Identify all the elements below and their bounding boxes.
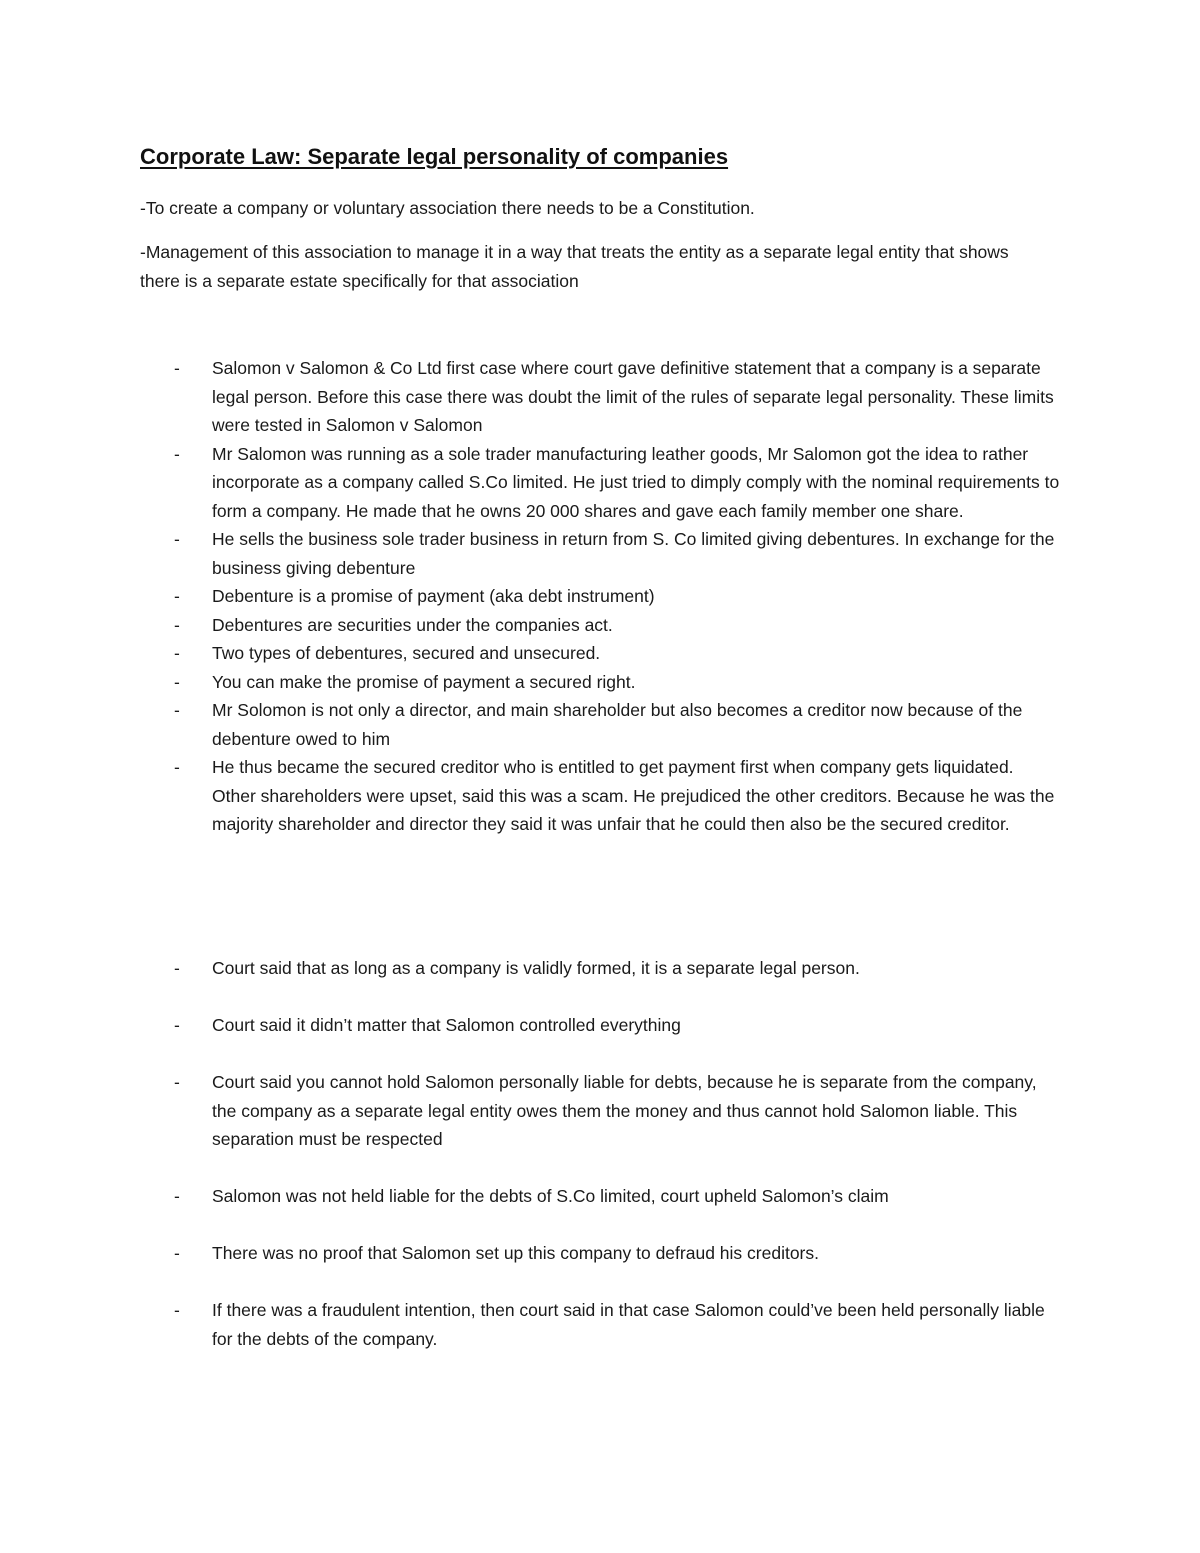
list-item-text: There was no proof that Salomon set up this company to defraud his creditors. <box>212 1243 819 1263</box>
list-item <box>0 582 1062 611</box>
facts-bullet-list <box>0 354 1200 839</box>
list-item-text: Salomon was not held liable for the debts of S.Co limited, court upheld Salomon’s claim <box>212 1186 889 1206</box>
bullet-dash: - <box>174 1243 180 1263</box>
list-item <box>0 1068 1062 1154</box>
list-item <box>0 611 1062 640</box>
bullet-dash: - <box>174 358 180 378</box>
list-item-text: Two types of debentures, secured and unsecured. <box>212 643 601 663</box>
list-item <box>0 525 1062 582</box>
list-item <box>0 753 1062 839</box>
bullet-dash: - <box>174 1186 180 1206</box>
bullet-dash: - <box>174 443 180 464</box>
list-item <box>0 1011 1062 1040</box>
list-item-text: Court said you cannot hold Salomon personally liable for debts, because he is separate from the company, the company as a separate legal entity owes them the money and thus cannot hold Salomon liable. This separation must be respected <box>212 1072 1037 1149</box>
bullet-dash: - <box>174 1072 180 1092</box>
list-item-text: You can make the promise of payment a secured right. <box>212 671 636 692</box>
bullet-dash: - <box>174 529 180 549</box>
bullet-dash: - <box>174 700 180 720</box>
list-item <box>0 696 1062 753</box>
list-item <box>0 1296 1062 1353</box>
bullet-dash: - <box>174 643 180 663</box>
bullet-dash: - <box>174 958 180 978</box>
list-item-text: Mr Solomon is not only a director, and main shareholder but also becomes a creditor now because of the debenture owed to him <box>212 700 1023 749</box>
list-item-text: Court said that as long as a company is validly formed, it is a separate legal person. <box>212 958 860 978</box>
document-title: Corporate Law: Separate legal personality of companies <box>140 144 729 169</box>
bullet-dash: - <box>174 671 180 692</box>
bullet-dash: - <box>174 586 180 606</box>
list-item-text: He sells the business sole trader business in return from S. Co limited giving debentures. In exchange for the business giving debenture <box>212 529 1055 578</box>
bullet-dash: - <box>174 1015 180 1035</box>
list-item-text: Salomon v Salomon & Co Ltd first case where court gave definitive statement that a company is a separate legal person. Before this case there was doubt the limit of the rules of separate legal personality. These limits were tested in Salomon v Salomon <box>212 358 1054 435</box>
list-item-text: Debentures are securities under the companies act. <box>212 614 613 635</box>
court-findings-bullet-list <box>0 954 1200 1382</box>
list-item-text: Mr Salomon was running as a sole trader manufacturing leather goods, Mr Salomon got the idea to rather incorporate as a company called S.Co limited. He just tried to dimply comply with the nominal requirements to form a company. He made that he owns 20 000 shares and gave each family member one share. <box>212 443 1060 521</box>
list-item <box>0 668 1062 697</box>
bullet-dash: - <box>174 757 180 777</box>
bullet-dash: - <box>174 614 180 635</box>
list-item-text: Court said it didn’t matter that Salomon controlled everything <box>212 1015 681 1035</box>
list-item <box>0 354 1062 440</box>
list-item <box>0 1182 1062 1211</box>
list-item <box>0 639 1062 668</box>
intro-paragraph-management: -Management of this association to manage it in a way that treats the entity as a separate legal entity that shows there is a separate estate specifically for that association <box>140 242 1009 291</box>
list-item-text: If there was a fraudulent intention, then court said in that case Salomon could’ve been held personally liable for the debts of the company. <box>212 1300 1045 1349</box>
list-item <box>0 1239 1062 1268</box>
intro-paragraph-constitution: -To create a company or voluntary association there needs to be a Constitution. <box>140 198 755 218</box>
list-item-text: Debenture is a promise of payment (aka debt instrument) <box>212 586 655 606</box>
list-item-text: He thus became the secured creditor who is entitled to get payment first when company gets liquidated. Other shareholders were upset, said this was a scam. He prejudiced the other creditors. Because he was the majority shareholder and director they said it was unfair that he could then also be the secured creditor. <box>212 757 1055 834</box>
list-item <box>0 954 1062 983</box>
list-item <box>0 440 1062 526</box>
bullet-dash: - <box>174 1300 180 1320</box>
